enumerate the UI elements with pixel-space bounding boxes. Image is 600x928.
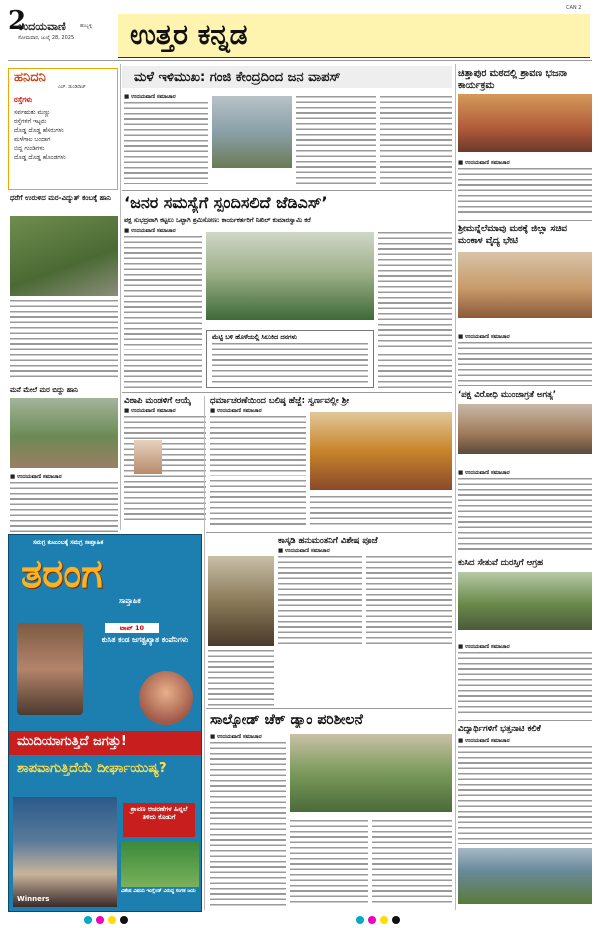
- ad-photo-woman: [139, 671, 193, 725]
- article-byline: ■ ಉದಯವಾಣಿ ಸಮಾಚಾರ: [124, 94, 176, 100]
- photo-hanuman: [208, 556, 274, 646]
- page-code: CAN 2: [566, 5, 582, 11]
- photo-bridge: [458, 572, 592, 630]
- article-byline: ■ ಉದಯವಾಣಿ ಸಮಾಚಾರ: [458, 160, 510, 166]
- ad-photo-crowd: [13, 797, 117, 907]
- rule: [122, 190, 452, 191]
- article-byline: ■ ಉದಯವಾಣಿ ಸಮಾಚಾರ: [210, 734, 262, 740]
- article-byline: ■ ಉದಯವಾಣಿ ಸಮಾಚಾರ: [458, 470, 510, 476]
- rule: [122, 392, 452, 393]
- article-headline: ಶ್ರೀಮನ್ನೆಲೆಮಾವು ಮಠಕ್ಕೆ ಜಿಲ್ಲಾ ಸಚಿವ ಮಂಕಾಳ ವೈದ್ಯ ಭೇಟಿ: [458, 224, 568, 246]
- column-rule: [455, 64, 456, 910]
- photo-portrait: [134, 440, 162, 474]
- article-body: [124, 236, 202, 350]
- print-marks: [0, 914, 600, 928]
- photo-paddy: [458, 848, 592, 904]
- tharanga-ad[interactable]: [8, 534, 202, 912]
- article-byline: ■ ಉದಯವಾಣಿ ಸಮಾಚಾರ: [124, 228, 176, 234]
- article-body: [10, 300, 118, 380]
- article-body: [378, 354, 452, 388]
- column-rule: [204, 396, 205, 910]
- poem-line: ಸರ್ವಋತು ಮಣ್ಣು: [14, 109, 51, 116]
- article-headline: ಮಳೆ ಇಳಿಮುಖ: ಗಂಜಿ ಕೇಂದ್ರದಿಂದ ಜನ ವಾಪಸ್‌: [134, 70, 341, 85]
- honey-author: ಎಚ್‌. ಡುಂಡಿರಾಜ್‌: [58, 85, 86, 90]
- reg-dot: [96, 916, 104, 924]
- photo-bhajan: [458, 94, 592, 152]
- article-byline: ■ ಉದಯವಾಣಿ ಸಮಾಚಾರ: [278, 548, 330, 554]
- article-body: [212, 343, 368, 385]
- reg-dot: [368, 916, 376, 924]
- article-body: [210, 742, 286, 906]
- article-headline: ವಿಠಾಪಿ ಮಂಡಳಿಗೆ ಆಯ್ಕೆ: [124, 396, 192, 406]
- article-body: [310, 496, 452, 528]
- poem-line: ಬಿದ್ದ ಗುಂಡಿಗಳು: [14, 145, 45, 152]
- photo-check-dam: [290, 734, 452, 812]
- ad-top-line: ಸಮಗ್ರ ಕುಟುಂಬಕ್ಕೆ ಸಮಗ್ರ ಸಾಪ್ತಾಹಿಕ: [33, 539, 104, 546]
- article-body: [296, 96, 376, 186]
- photo-flood: [212, 96, 292, 168]
- rule: [206, 532, 452, 533]
- article-body: [458, 342, 592, 386]
- article-body: [458, 168, 592, 216]
- article-headline: ವಿದ್ಯಾರ್ಥಿಗಳಿಗೆ ಭತ್ತನಾಟಿ ಕಲಿಕೆ: [458, 724, 541, 734]
- article-byline: ■ ಉದಯವಾಣಿ ಸಮಾಚಾರ: [458, 644, 510, 650]
- article-headline: ಸಾಲ್ಕೋಡ್‌ ಚೆಕ್‌ ಡ್ಯಾಂ ಪರಿಶೀಲನೆ: [210, 712, 363, 728]
- ad-top10-badge: ಟಾಪ್‌ 10: [105, 623, 159, 633]
- section-title: ಉತ್ತರ ಕನ್ನಡ: [130, 18, 248, 51]
- poem-line: ಮಳೆಗಾಲ ಬಂದಾಗ: [14, 136, 51, 143]
- ad-winners: Winners: [17, 895, 50, 903]
- article-headline: ಕಾಸ್ಕಡಿ ಹನುಮಂತನಿಗೆ ವಿಶೇಷ ಪೂಜೆ: [278, 536, 378, 546]
- article-headline: ಕುಸಿದ ಸೇತುವೆ ದುರಸ್ತಿಗೆ ಆಗ್ರಹ: [458, 558, 544, 568]
- article-body: [278, 556, 362, 646]
- honey-poem: [14, 108, 114, 162]
- poem-line: ದೊಡ್ಡ ದೊಡ್ಡ ಹೆಸರುಗಳು: [14, 127, 64, 134]
- photo-jds-meeting: [206, 232, 374, 320]
- rule: [458, 720, 592, 721]
- article-body: [290, 820, 368, 906]
- photo-house-damage: [10, 398, 118, 468]
- article-body: [10, 482, 118, 532]
- ad-question: ಶಾಪವಾಗುತ್ತಿದೆಯೆ ದೀರ್ಘಾಯುಷ್ಯ?: [17, 761, 167, 776]
- article-headline: ಮನೆ ಮೇಲೆ ಮರ ಬಿದ್ದು ಹಾನಿ: [10, 386, 79, 394]
- article-body: [458, 652, 592, 716]
- reg-dot: [356, 916, 364, 924]
- article-byline: ■ ಉದಯವಾಣಿ ಸಮಾಚಾರ: [124, 408, 176, 414]
- ad-band: ಮುದಿಯಾಗುತ್ತಿದೆ ಜಗತ್ತು!: [17, 734, 127, 749]
- rule: [458, 220, 592, 221]
- reg-dot: [108, 916, 116, 924]
- article-byline: ■ ಉದಯವಾಣಿ ಸಮಾಚಾರ: [210, 408, 262, 414]
- column-rule: [120, 64, 121, 530]
- article-headline: ‘ಜನರ ಸಮಸ್ಯೆಗೆ ಸ್ಪಂದಿಸಲಿದೆ ಜೆಡಿಎಸ್‌’: [124, 193, 328, 212]
- ad-bottom-caption: ವಿಶೇಷ ವಿಷಯ ಇಂಗ್ಲೆಂಡ್‌ ವಿರುದ್ಧ ಸಂಗತ ಜಯ: [121, 889, 196, 894]
- photo-fallen-tree: [10, 216, 118, 296]
- photo-meeting: [458, 404, 592, 454]
- article-headline: ‘ಪಕ್ಷ ವಿರೋಧಿ ಮುಂಜಾಗ್ರತೆ ಅಗತ್ಯ’: [458, 390, 557, 400]
- rule: [206, 708, 452, 709]
- article-headline: ಧರೆಗೆ ಉರುಳಿದ ಮರ-ವಿದ್ಯುತ್‌ ಕಂಬಕ್ಕೆ ಹಾನಿ: [10, 194, 111, 202]
- reg-dot: [380, 916, 388, 924]
- article-body: [380, 96, 452, 186]
- honey-title: ಹನಿದನಿ: [14, 70, 46, 85]
- reg-dot: [392, 916, 400, 924]
- ad-photo-cricket: [121, 841, 199, 887]
- reg-dot: [84, 916, 92, 924]
- ad-photo-elder: [17, 623, 83, 715]
- masthead-rule: [8, 60, 592, 61]
- article-body: [366, 556, 452, 646]
- article-body: [458, 746, 592, 844]
- ad-top10-text: ಕುಸಿತ ಕಂಡ ಜಗತ್ಪ್ರಖ್ಯಾತ ಕಂಪೆನಿಗಳು: [101, 635, 189, 644]
- honey-heading: ರಸ್ತೆಗಳು: [14, 96, 33, 104]
- article-headline: ಚಿತ್ತಾಪುರ ಮಠದಲ್ಲಿ ಶ್ರಾವಣ ಭಜನಾ ಕಾರ್ಯಕ್ರಮ: [458, 68, 567, 91]
- article-headline: ಮೆಟ್ಟಿ ಬಳಿ ಹೊಳೆಯಲ್ಲಿ ಸಿಲುಕಿದ ದನಗಳು: [212, 333, 297, 341]
- article-body: [378, 232, 452, 350]
- poem-line: ರಸ್ತೆಗಳಿಗೆ ಇಟ್ಟರು: [14, 118, 47, 125]
- reg-dot: [120, 916, 128, 924]
- article-body: [210, 416, 306, 476]
- article-byline: ■ ಉದಯವಾಣಿ ಸಮಾಚಾರ: [10, 474, 62, 480]
- article-byline: ■ ಉದಯವಾಣಿ ಸಮಾಚಾರ: [458, 334, 510, 340]
- paper-name: ಉದಯವಾಣಿ: [18, 20, 66, 33]
- ad-brand: ತರಂಗ: [21, 551, 103, 597]
- article-subhead: ಪಕ್ಷ ಸುಭದ್ರವಾಗಿ ಕಟ್ಟಲು ಒಟ್ಟಾಗಿ ಶ್ರಮಿಸೋಣ: ಕಾರ್ಯಕರ್ತರಿಗೆ ನಿಖಿಲ್‌ ಕುಮಾರಸ್ವಾಮಿ ಕರೆ: [124, 216, 311, 224]
- article-body: [124, 354, 202, 388]
- photo-swamiji: [310, 412, 452, 490]
- article-body: [372, 820, 452, 906]
- article-body: [210, 480, 306, 528]
- poem-line: ದೊಡ್ಡ ದೊಡ್ಡ ಹೊಂಡಗಳು: [14, 154, 66, 161]
- paper-location: ಹುಬ್ಬಳ್ಳಿ: [80, 23, 93, 29]
- photo-minister-visit: [458, 252, 592, 318]
- dateline: ಸೋಮವಾರ, ಜುಲೈ 28, 2025: [18, 35, 75, 41]
- article-body: [458, 478, 592, 552]
- page-number: 2: [8, 6, 27, 36]
- article-headline: ಧರ್ಮಾಚರಣೆಯಿಂದ ಬಲಿಷ್ಠ ಹೆಜ್ಜೆ: ಸ್ವರ್ಣವಲ್ಲೀ ಶ್ರೀ: [210, 396, 350, 406]
- article-byline: ■ ಉದಯವಾಣಿ ಸಮಾಚಾರ: [458, 738, 510, 744]
- article-body: [124, 102, 208, 184]
- ad-side-text: ಶ್ರಾವಣ ಆಚರಣೆಗಳ ಹಿನ್ನಲೆ ತಿಳಿದು ಕೊಡುಗೆ: [123, 803, 195, 837]
- ad-brand-sub: ಸಾಪ್ತಾಹಿಕ: [119, 597, 141, 605]
- article-body: [208, 650, 274, 706]
